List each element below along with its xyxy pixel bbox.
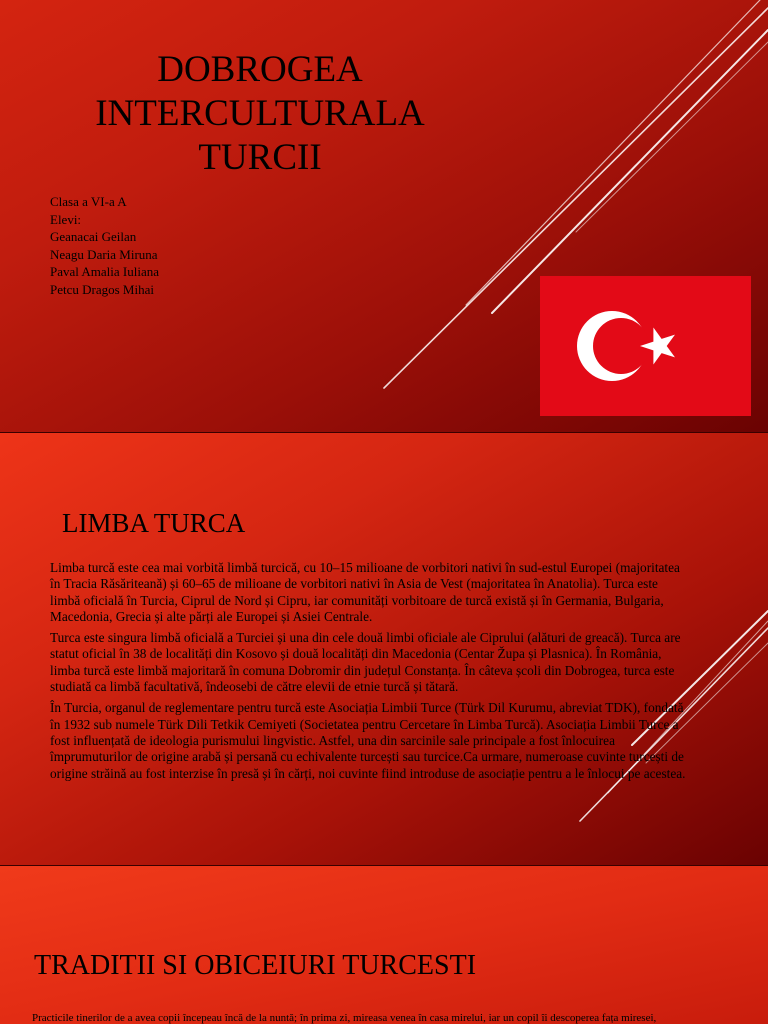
slide-title	[0, 0, 768, 432]
paragraph: În Turcia, organul de reglementare pentru turcă este Asociația Limbii Turce (Türk Dil Kurumu, abreviat TDK), fondată în 1932 sub numele Türk Dili Tetkik Cemiyeti (Societatea pentru Cercetare în Limba Turcă). Asociația Limbii Turce a fost influențată de ideologia purismului lingvistic. Astfel, una din sarcinile sale principale a fost înlocuirea împrumuturilor de origine arabă și persană cu echivalente turcești sau turcice.Ca urmare, numeroase cuvinte turcești de origine străină au fost interzise în presă și în cărți, noi cuvinte fiind introduse de asociație pentru a le înlocui pe acestea.	[50, 700, 686, 781]
students-label: Elevi:	[50, 211, 82, 227]
student-name: Neagu Daria Miruna	[50, 246, 158, 262]
title-line: INTERCULTURALA	[95, 93, 425, 134]
turkey-flag-image	[540, 276, 751, 416]
paragraph: Turca este singura limbă oficială a Turciei și una din cele două limbi oficiale ale Ciprului (alături de greacă). Turca are statut oficial în 38 de localități din Kosovo și două localități din Macedonia (Centar Župa și Plasnica). În România, limba turcă este limbă majoritară în comuna Dobromir din județul Constanța. În câteva școli din Dobrogea, turca este studiată ca limbă facultativă, îndeosebi de către elevii de etnie turcă și tătară.	[50, 630, 681, 695]
slide-traditions	[0, 866, 768, 1024]
class-info	[50, 193, 159, 299]
section-title: LIMBA TURCA	[62, 508, 246, 538]
presentation-title	[60, 48, 460, 180]
title-line: DOBROGEA	[157, 49, 363, 90]
student-name: Paval Amalia Iuliana	[50, 264, 160, 280]
slide-language	[0, 433, 768, 865]
paragraph: Practicile tinerilor de a avea copii începeau încă de la nuntă; în prima zi, mireasa venea în casa mirelui, iar un copil îi descoperea fața miresei,	[32, 1012, 657, 1024]
section-body	[50, 560, 690, 787]
class-label: Clasa a VI-a A	[50, 194, 127, 209]
student-name: Geanacai Geilan	[50, 229, 137, 245]
paragraph: Limba turcă este cea mai vorbită limbă turcică, cu 10–15 milioane de vorbitori nativi în sud-estul Europei (majoritatea în Tracia Răsăriteană) și 60–65 de milioane de vorbitori nativi în Asia de Vest (majoritatea în Anatolia). Turca este limbă oficială în Turcia, Ciprul de Nord și Cipru, iar comunități vorbitoare de turcă există și în Germania, Bulgaria, Macedonia, Grecia și alte părți ale Europei și Asiei Centrale.	[50, 560, 680, 624]
section-title: TRADITII SI OBICEIURI TURCESTI	[34, 950, 477, 981]
student-name: Petcu Dragos Mihai	[50, 281, 154, 297]
title-line: TURCII	[198, 137, 322, 178]
